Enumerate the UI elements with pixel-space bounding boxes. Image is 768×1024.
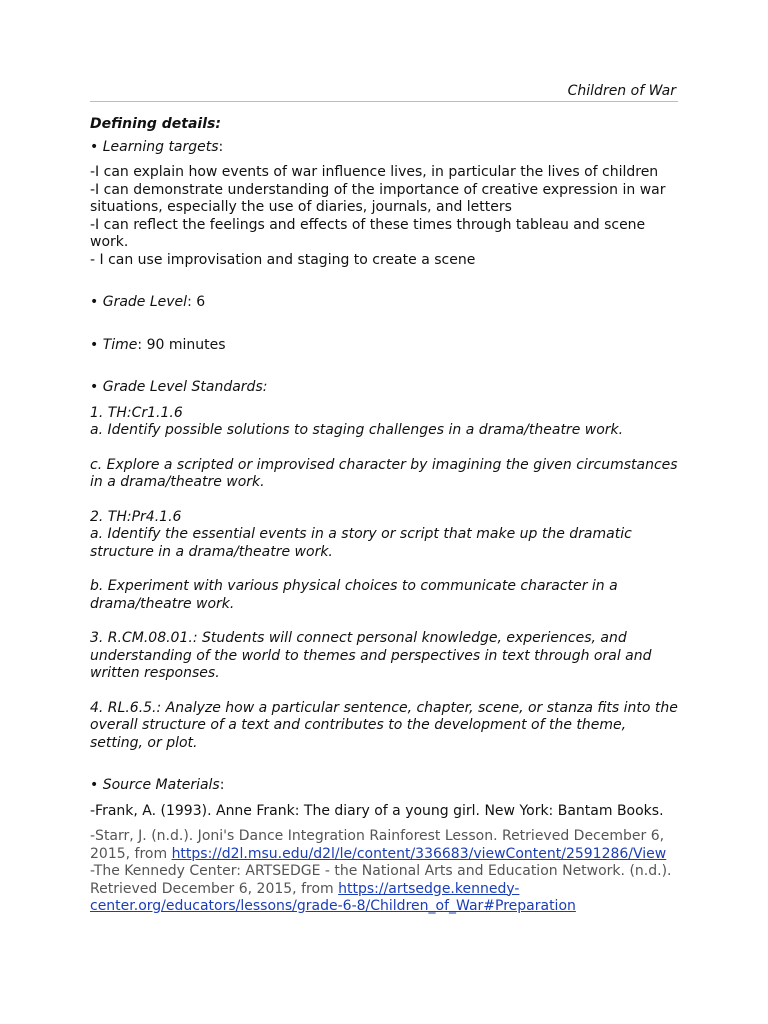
source-materials-label: • Source Materials: — [90, 777, 225, 793]
learning-target-item: -I can demonstrate understanding of the importance of creative expression in war situations, especially the use of diaries, journals, and letters — [90, 181, 666, 215]
learning-target-item: - I can use improvisation and staging to create a scene — [90, 251, 476, 268]
reference-link[interactable]: https://d2l.msu.edu/d2l/le/content/336683/viewContent/2591286/View — [171, 845, 667, 862]
learning-target-item: -I can reflect the feelings and effects of these times through tableau and scene work. — [90, 216, 646, 250]
bullet-icon: • — [90, 777, 99, 793]
standard-item: a. Identify the essential events in a story or script that make up the dramatic structure in a drama/theatre work. — [90, 526, 632, 560]
reference-item: -Frank, A. (1993). Anne Frank: The diary of a young girl. New York: Bantam Books. — [90, 802, 664, 819]
document-body — [90, 116, 680, 916]
standards-label: • Grade Level Standards: — [90, 379, 268, 395]
standard-code: 1. TH:Cr1.1.6 — [90, 404, 183, 421]
standard-code: 2. TH:Pr4.1.6 — [90, 508, 182, 525]
standard-item: b. Experiment with various physical choices to communicate character in a drama/theatre work. — [90, 578, 618, 612]
reference-item: -Starr, J. (n.d.). Joni's Dance Integration Rainforest Lesson. Retrieved December 6, 2015, from https://d2l.msu.edu/d2l/le/content/336683/viewContent/2591286/View — [90, 828, 667, 862]
learning-target-item: -I can explain how events of war influence lives, in particular the lives of children — [90, 164, 659, 180]
grade-level-value: 6 — [196, 294, 206, 310]
header-divider — [90, 101, 678, 102]
reference-link[interactable]: https://artsedge.kennedy-center.org/educators/lessons/grade-6-8/Children_of_War#Preparation — [90, 880, 576, 914]
bullet-icon: • — [90, 336, 99, 353]
bullet-icon: • — [90, 138, 99, 155]
standard-item: a. Identify possible solutions to staging challenges in a drama/theatre work. — [90, 422, 624, 438]
standard-item: 4. RL.6.5.: Analyze how a particular sentence, chapter, scene, or stanza fits into the overall structure of a text and contributes to the development of the theme, setting, or plot. — [90, 699, 678, 751]
bullet-icon: • — [90, 379, 99, 395]
time-line: • Time: 90 minutes — [90, 336, 226, 353]
bullet-icon: • — [90, 294, 99, 310]
grade-level-line: • Grade Level: 6 — [90, 294, 206, 310]
time-value: 90 minutes — [146, 336, 226, 353]
standard-item: 3. R.CM.08.01.: Students will connect personal knowledge, experiences, and understanding of the world to themes and perspectives in text through oral and written responses. — [90, 630, 652, 681]
learning-targets-label: • Learning targets: — [90, 138, 224, 155]
standard-item: c. Explore a scripted or improvised character by imagining the given circumstances in a drama/theatre work. — [90, 456, 678, 490]
defining-details-heading: Defining details: — [90, 116, 221, 132]
document-title: Children of War — [567, 83, 676, 99]
reference-item: -The Kennedy Center: ARTSEDGE - the National Arts and Education Network. (n.d.). Retrieved December 6, 2015, from https://artsedge.kennedy-center.org/educators/lessons/grade-6-8/Children_of_War#Preparation — [90, 863, 672, 914]
